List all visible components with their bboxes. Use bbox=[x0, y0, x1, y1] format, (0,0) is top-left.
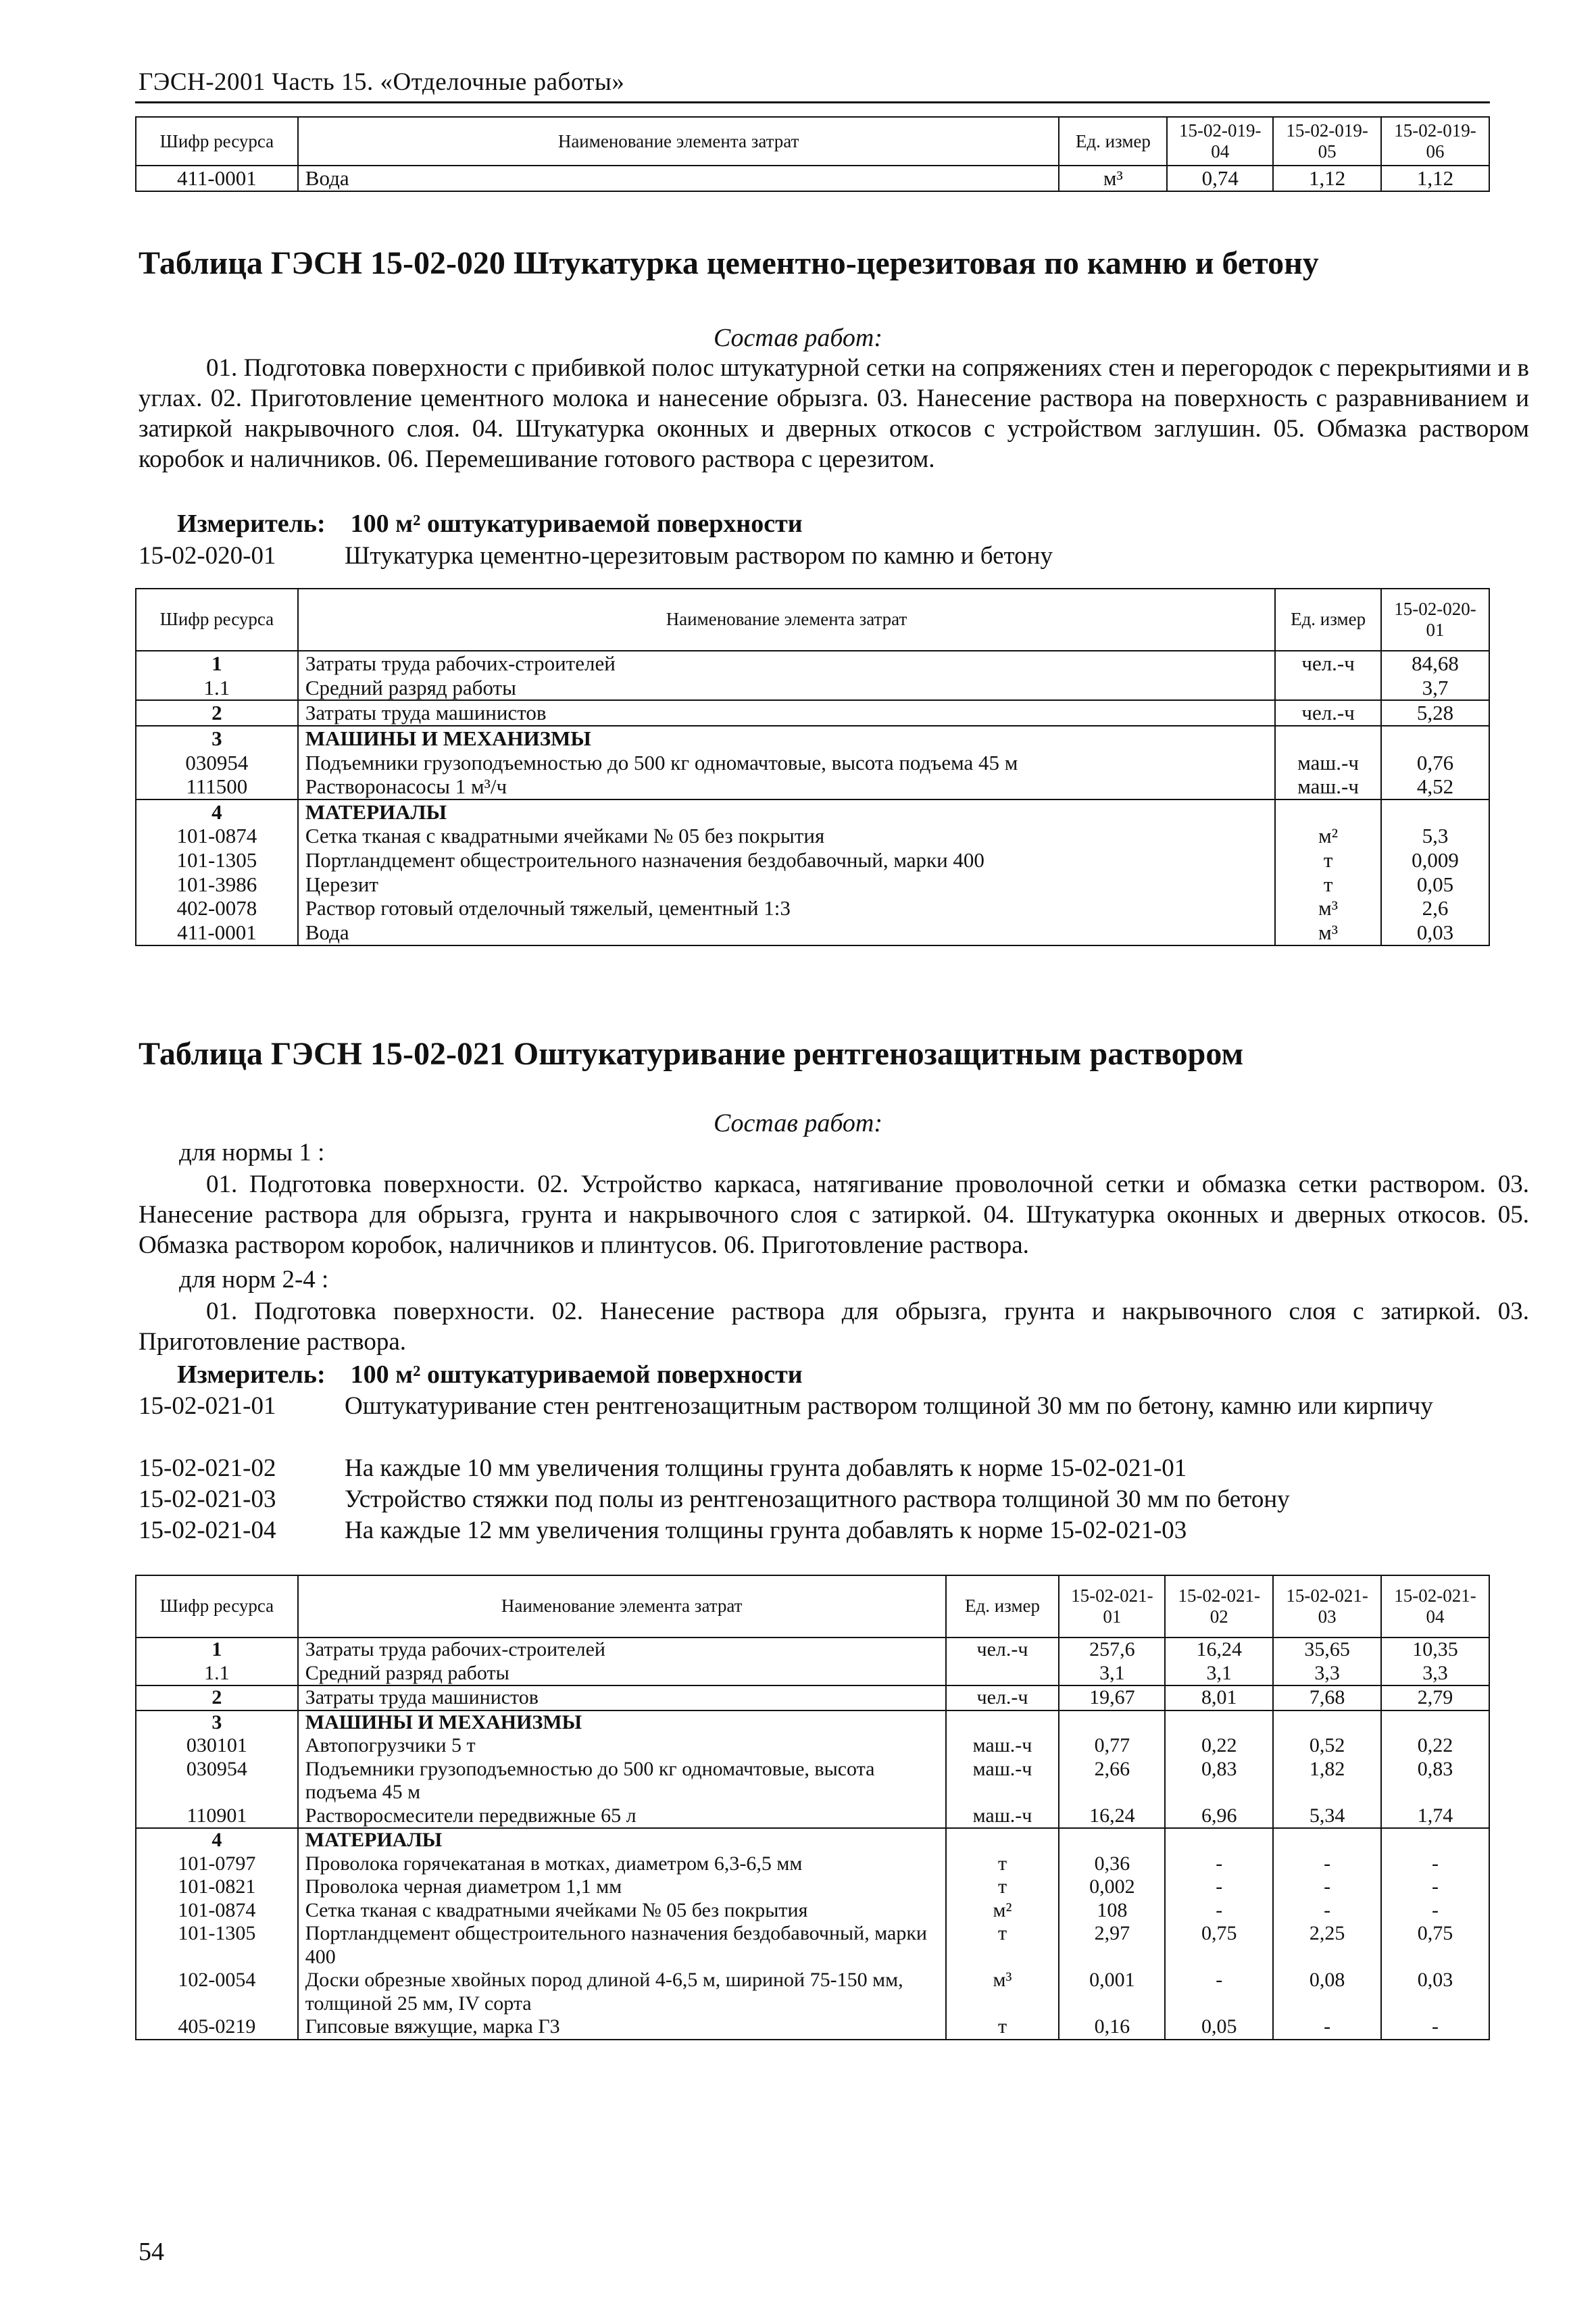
cell-value: 0,83 bbox=[1165, 1758, 1273, 1804]
cell-value: 0,03 bbox=[1381, 1969, 1489, 2015]
cell-value: 0,52 bbox=[1273, 1734, 1381, 1758]
cell-value bbox=[1273, 1710, 1381, 1735]
cell-value: 8,01 bbox=[1165, 1685, 1273, 1710]
cell-unit bbox=[1275, 676, 1381, 701]
cell-value: 2,6 bbox=[1381, 896, 1489, 920]
cell-unit bbox=[1275, 726, 1381, 751]
cell-name: Проволока горячекатаная в мотках, диаметром 6,3-6,5 мм bbox=[298, 1852, 946, 1876]
table-row bbox=[136, 774, 1489, 799]
norm-code: 15-02-021-04 bbox=[139, 1517, 276, 1544]
cell-name: Вода bbox=[298, 920, 1275, 945]
cell-name: Проволока черная диаметром 1,1 мм bbox=[298, 1875, 946, 1899]
cell-name: Сетка тканая с квадратными ячейками № 05 без покрытия bbox=[298, 824, 1275, 848]
cell-code: 1 bbox=[136, 651, 298, 676]
cell-value: 3,1 bbox=[1165, 1662, 1273, 1686]
cell-unit bbox=[946, 1710, 1059, 1735]
table-row bbox=[136, 896, 1489, 920]
cell-value: 19,67 bbox=[1059, 1685, 1165, 1710]
composition-label: Состав работ: bbox=[713, 1109, 883, 1137]
column-header-norm: 15-02-021-02 bbox=[1165, 1575, 1273, 1638]
cell-value: 2,25 bbox=[1273, 1922, 1381, 1969]
cell-unit: т bbox=[1275, 872, 1381, 897]
cell-value: - bbox=[1165, 1852, 1273, 1876]
cell-value: - bbox=[1165, 1875, 1273, 1899]
cell-code: 4 bbox=[136, 799, 298, 824]
cell-code: 2 bbox=[136, 1685, 298, 1710]
cell-value: 257,6 bbox=[1059, 1638, 1165, 1662]
running-header: ГЭСН-2001 Часть 15. «Отделочные работы» bbox=[139, 68, 625, 96]
cell-value: 4,52 bbox=[1381, 774, 1489, 799]
cell-value bbox=[1165, 1710, 1273, 1735]
table-header-row bbox=[136, 117, 1489, 166]
cell-value: 0,009 bbox=[1381, 848, 1489, 872]
column-header-name: Наименование элемента затрат bbox=[298, 117, 1059, 166]
cell-value: 2,66 bbox=[1059, 1758, 1165, 1804]
cell-value bbox=[1381, 1828, 1489, 1852]
norm-code: 15-02-021-03 bbox=[139, 1485, 276, 1513]
column-header-unit: Ед. измер bbox=[946, 1575, 1059, 1638]
for-norm-1-label: для нормы 1 : bbox=[179, 1139, 325, 1166]
cell-value: 3,3 bbox=[1273, 1662, 1381, 1686]
cell-name: Средний разряд работы bbox=[298, 1662, 946, 1686]
table-header-row bbox=[136, 589, 1489, 651]
meter-value: 100 м² оштукатуриваемой поверхности bbox=[350, 1360, 803, 1389]
cell-name: Гипсовые вяжущие, марка Г3 bbox=[298, 2015, 946, 2040]
meter-value: 100 м² оштукатуриваемой поверхности bbox=[350, 510, 803, 538]
column-header-name: Наименование элемента затрат bbox=[298, 589, 1275, 651]
cell-value: 3,3 bbox=[1381, 1662, 1489, 1686]
cell-unit: м³ bbox=[1275, 920, 1381, 945]
table-row bbox=[136, 1804, 1489, 1829]
cell-value: 10,35 bbox=[1381, 1638, 1489, 1662]
table-row-section bbox=[136, 799, 1489, 824]
meter-label: Измеритель: bbox=[177, 510, 326, 538]
meter-label: Измеритель: bbox=[177, 1360, 326, 1389]
cell-value: 0,76 bbox=[1381, 751, 1489, 775]
table-title-021: Таблица ГЭСН 15-02-021 Оштукатуривание рентгенозащитным раствором bbox=[139, 1036, 1244, 1072]
composition-text: 01. Подготовка поверхности с прибивкой полос штукатурной сетки на сопряжениях стен и перегородок с перекрытиями и в углах. 02. Приготовление цементного молока и нанесение обрызга. 03. Нанесение раствора на поверхность с разравниванием и затиркой накрывочного слоя. 04. Штукатурка оконных и дверных откосов с устройством заглушин. 05. Обмазка раствором коробок и наличников. 06. Перемешивание готового раствора с церезитом. bbox=[139, 354, 1529, 473]
table-row bbox=[136, 1662, 1489, 1686]
cell-unit: м³ bbox=[946, 1969, 1059, 2015]
table-row bbox=[136, 1875, 1489, 1899]
cell-name: Затраты труда рабочих-строителей bbox=[298, 651, 1275, 676]
table-row bbox=[136, 824, 1489, 848]
cell-value: - bbox=[1165, 1969, 1273, 2015]
cell-code: 411-0001 bbox=[136, 166, 298, 191]
cell-value: - bbox=[1381, 2015, 1489, 2040]
cell-value: 35,65 bbox=[1273, 1638, 1381, 1662]
table-row bbox=[136, 166, 1489, 191]
table-row-section bbox=[136, 1828, 1489, 1852]
norm-code: 15-02-020-01 bbox=[139, 542, 276, 570]
cell-code: 4 bbox=[136, 1828, 298, 1852]
page-number: 54 bbox=[139, 2238, 164, 2266]
table-row bbox=[136, 751, 1489, 775]
cell-name: Вода bbox=[298, 166, 1059, 191]
cell-code: 101-0874 bbox=[136, 1899, 298, 1923]
table-row bbox=[136, 1758, 1489, 1804]
column-header-norm: 15-02-021-01 bbox=[1059, 1575, 1165, 1638]
cell-value: - bbox=[1381, 1899, 1489, 1923]
cell-value: 1,12 bbox=[1381, 166, 1489, 191]
cell-unit: маш.-ч bbox=[946, 1758, 1059, 1804]
for-norms-2-4-label: для норм 2-4 : bbox=[179, 1266, 329, 1294]
cell-name: Портландцемент общестроительного назначения бездобавочный, марки 400 bbox=[298, 848, 1275, 872]
cell-value: 7,68 bbox=[1273, 1685, 1381, 1710]
cell-unit: маш.-ч bbox=[946, 1804, 1059, 1829]
table-row bbox=[136, 1638, 1489, 1662]
cell-value bbox=[1381, 799, 1489, 824]
cell-name: Автопогрузчики 5 т bbox=[298, 1734, 946, 1758]
cell-value: 0,75 bbox=[1381, 1922, 1489, 1969]
cell-code: 2 bbox=[136, 700, 298, 726]
cell-code: 101-1305 bbox=[136, 1922, 298, 1969]
table-row bbox=[136, 700, 1489, 726]
table-15-02-019-continuation bbox=[135, 116, 1490, 192]
cell-value: 3,1 bbox=[1059, 1662, 1165, 1686]
cell-unit: т bbox=[1275, 848, 1381, 872]
norm-text: На каждые 10 мм увеличения толщины грунта добавлять к норме 15-02-021-01 bbox=[345, 1454, 1187, 1482]
column-header-norm: 15-02-019-04 bbox=[1167, 117, 1273, 166]
cell-unit: т bbox=[946, 1875, 1059, 1899]
cell-code: 101-0821 bbox=[136, 1875, 298, 1899]
cell-value: 0,16 bbox=[1059, 2015, 1165, 2040]
cell-value bbox=[1381, 1710, 1489, 1735]
table-row bbox=[136, 676, 1489, 701]
cell-unit bbox=[946, 1662, 1059, 1686]
header-rule bbox=[135, 101, 1490, 103]
cell-name: Доски обрезные хвойных пород длиной 4-6,5 м, шириной 75-150 мм, толщиной 25 мм, IV сорта bbox=[298, 1969, 946, 2015]
meter-line bbox=[177, 1360, 803, 1389]
cell-value: 16,24 bbox=[1059, 1804, 1165, 1829]
cell-value: 1,82 bbox=[1273, 1758, 1381, 1804]
cell-value: 0,75 bbox=[1165, 1922, 1273, 1969]
norm-text: Штукатурка цементно-церезитовым раствором по камню и бетону bbox=[345, 542, 1053, 570]
norm-text: Оштукатуривание стен рентгенозащитным раствором толщиной 30 мм по бетону, камню или кирпичу bbox=[345, 1392, 1433, 1420]
cell-value: 2,97 bbox=[1059, 1922, 1165, 1969]
cell-unit: м² bbox=[1275, 824, 1381, 848]
cell-value: - bbox=[1381, 1852, 1489, 1876]
cell-value: 0,22 bbox=[1165, 1734, 1273, 1758]
table-row bbox=[136, 1899, 1489, 1923]
cell-value bbox=[1059, 1710, 1165, 1735]
cell-code: 102-0054 bbox=[136, 1969, 298, 2015]
cell-unit: чел.-ч bbox=[1275, 700, 1381, 726]
table-row bbox=[136, 1922, 1489, 1969]
table-body-020 bbox=[136, 651, 1489, 945]
cell-unit bbox=[1275, 799, 1381, 824]
cell-value: 1,12 bbox=[1273, 166, 1381, 191]
cell-value: 3,7 bbox=[1381, 676, 1489, 701]
table-row bbox=[136, 1734, 1489, 1758]
cell-value: 2,79 bbox=[1381, 1685, 1489, 1710]
cell-code: 3 bbox=[136, 1710, 298, 1735]
cell-name: Церезит bbox=[298, 872, 1275, 897]
cell-code: 1.1 bbox=[136, 1662, 298, 1686]
cell-code: 030954 bbox=[136, 1758, 298, 1804]
cell-value: - bbox=[1381, 1875, 1489, 1899]
cell-value: 0,77 bbox=[1059, 1734, 1165, 1758]
cell-value: - bbox=[1273, 2015, 1381, 2040]
table-header-row bbox=[136, 1575, 1489, 1638]
cell-value: 108 bbox=[1059, 1899, 1165, 1923]
cell-value: 5,3 bbox=[1381, 824, 1489, 848]
cell-code: 411-0001 bbox=[136, 920, 298, 945]
cell-unit bbox=[946, 1828, 1059, 1852]
column-header-code: Шифр ресурса bbox=[136, 589, 298, 651]
cell-value: 0,03 bbox=[1381, 920, 1489, 945]
cell-code: 030101 bbox=[136, 1734, 298, 1758]
table-15-02-021 bbox=[135, 1575, 1490, 2040]
cell-unit: т bbox=[946, 2015, 1059, 2040]
cell-unit: чел.-ч bbox=[946, 1685, 1059, 1710]
cell-code: 3 bbox=[136, 726, 298, 751]
column-header-code: Шифр ресурса bbox=[136, 117, 298, 166]
table-row bbox=[136, 872, 1489, 897]
cell-name: Затраты труда машинистов bbox=[298, 700, 1275, 726]
cell-value bbox=[1273, 1828, 1381, 1852]
composition-label: Состав работ: bbox=[713, 324, 883, 352]
cell-unit: маш.-ч bbox=[1275, 774, 1381, 799]
cell-unit: маш.-ч bbox=[1275, 751, 1381, 775]
cell-unit: т bbox=[946, 1852, 1059, 1876]
composition-text-norm-1: 01. Подготовка поверхности. 02. Устройство каркаса, натягивание проволочной сетки и обмазка сетки раствором. 03. Нанесение раствора для обрызга, грунта и накрывочного слоя с затиркой. 04. Штукатурка оконных и дверных откосов. 05. Обмазка раствором коробок, наличников и плинтусов. 06. Приготовление раствора. bbox=[139, 1171, 1529, 1259]
cell-unit: маш.-ч bbox=[946, 1734, 1059, 1758]
column-header-name: Наименование элемента затрат bbox=[298, 1575, 946, 1638]
cell-value: 0,05 bbox=[1165, 2015, 1273, 2040]
cell-unit: чел.-ч bbox=[946, 1638, 1059, 1662]
cell-section-title: МАШИНЫ И МЕХАНИЗМЫ bbox=[298, 1710, 946, 1735]
cell-value: 84,68 bbox=[1381, 651, 1489, 676]
cell-unit: т bbox=[946, 1922, 1059, 1969]
cell-value bbox=[1381, 726, 1489, 751]
table-row bbox=[136, 848, 1489, 872]
cell-name: Портландцемент общестроительного назначения бездобавочный, марки 400 bbox=[298, 1922, 946, 1969]
table-15-02-020 bbox=[135, 588, 1490, 946]
cell-code: 101-0797 bbox=[136, 1852, 298, 1876]
cell-code: 1.1 bbox=[136, 676, 298, 701]
norm-text: На каждые 12 мм увеличения толщины грунта добавлять к норме 15-02-021-03 bbox=[345, 1517, 1187, 1544]
cell-unit: м² bbox=[946, 1899, 1059, 1923]
cell-value: 6,96 bbox=[1165, 1804, 1273, 1829]
cell-value: - bbox=[1273, 1875, 1381, 1899]
column-header-norm: 15-02-021-03 bbox=[1273, 1575, 1381, 1638]
cell-value: 0,08 bbox=[1273, 1969, 1381, 2015]
cell-section-title: МАТЕРИАЛЫ bbox=[298, 799, 1275, 824]
cell-value: 5,28 bbox=[1381, 700, 1489, 726]
table-row bbox=[136, 1852, 1489, 1876]
table-row bbox=[136, 1685, 1489, 1710]
cell-value: 0,002 bbox=[1059, 1875, 1165, 1899]
cell-code: 110901 bbox=[136, 1804, 298, 1829]
table-body-021 bbox=[136, 1638, 1489, 2040]
cell-value: 0,74 bbox=[1167, 166, 1273, 191]
cell-value bbox=[1165, 1828, 1273, 1852]
composition-text-norms-2-4: 01. Подготовка поверхности. 02. Нанесение раствора для обрызга, грунта и накрывочного слоя с затиркой. 03. Приготовление раствора. bbox=[139, 1298, 1529, 1356]
cell-unit: м³ bbox=[1059, 166, 1167, 191]
meter-line bbox=[177, 509, 803, 539]
cell-value: 0,22 bbox=[1381, 1734, 1489, 1758]
column-header-norm: 15-02-021-04 bbox=[1381, 1575, 1489, 1638]
cell-code: 405-0219 bbox=[136, 2015, 298, 2040]
norm-text: Устройство стяжки под полы из рентгенозащитного раствора толщиной 30 мм по бетону bbox=[345, 1485, 1290, 1513]
cell-value: - bbox=[1273, 1899, 1381, 1923]
table-title-020: Таблица ГЭСН 15-02-020 Штукатурка цементно-церезитовая по камню и бетону bbox=[139, 245, 1319, 281]
cell-name: Затраты труда рабочих-строителей bbox=[298, 1638, 946, 1662]
cell-value bbox=[1059, 1828, 1165, 1852]
cell-name: Раствор готовый отделочный тяжелый, цементный 1:3 bbox=[298, 896, 1275, 920]
table-row bbox=[136, 2015, 1489, 2040]
cell-code: 101-3986 bbox=[136, 872, 298, 897]
cell-value: 16,24 bbox=[1165, 1638, 1273, 1662]
column-header-unit: Ед. измер bbox=[1059, 117, 1167, 166]
column-header-norm: 15-02-019-05 bbox=[1273, 117, 1381, 166]
cell-section-title: МАШИНЫ И МЕХАНИЗМЫ bbox=[298, 726, 1275, 751]
cell-value: 5,34 bbox=[1273, 1804, 1381, 1829]
column-header-norm: 15-02-020-01 bbox=[1381, 589, 1489, 651]
cell-unit: м³ bbox=[1275, 896, 1381, 920]
table-row-section bbox=[136, 1710, 1489, 1735]
cell-value: 1,74 bbox=[1381, 1804, 1489, 1829]
cell-code: 111500 bbox=[136, 774, 298, 799]
column-header-unit: Ед. измер bbox=[1275, 589, 1381, 651]
cell-value: 0,36 bbox=[1059, 1852, 1165, 1876]
cell-section-title: МАТЕРИАЛЫ bbox=[298, 1828, 946, 1852]
table-row bbox=[136, 1969, 1489, 2015]
column-header-code: Шифр ресурса bbox=[136, 1575, 298, 1638]
cell-value: - bbox=[1273, 1852, 1381, 1876]
cell-name: Подъемники грузоподъемностью до 500 кг одномачтовые, высота подъема 45 м bbox=[298, 1758, 946, 1804]
column-header-norm: 15-02-019-06 bbox=[1381, 117, 1489, 166]
cell-code: 101-1305 bbox=[136, 848, 298, 872]
cell-value: 0,83 bbox=[1381, 1758, 1489, 1804]
cell-name: Средний разряд работы bbox=[298, 676, 1275, 701]
cell-value: 0,05 bbox=[1381, 872, 1489, 897]
cell-name: Растворосмесители передвижные 65 л bbox=[298, 1804, 946, 1829]
cell-name: Подъемники грузоподъемностью до 500 кг одномачтовые, высота подъема 45 м bbox=[298, 751, 1275, 775]
cell-name: Растворонасосы 1 м³/ч bbox=[298, 774, 1275, 799]
cell-code: 1 bbox=[136, 1638, 298, 1662]
cell-value: - bbox=[1165, 1899, 1273, 1923]
cell-name: Затраты труда машинистов bbox=[298, 1685, 946, 1710]
cell-value: 0,001 bbox=[1059, 1969, 1165, 2015]
norm-code: 15-02-021-02 bbox=[139, 1454, 276, 1482]
cell-code: 101-0874 bbox=[136, 824, 298, 848]
cell-code: 402-0078 bbox=[136, 896, 298, 920]
cell-code: 030954 bbox=[136, 751, 298, 775]
norm-code: 15-02-021-01 bbox=[139, 1392, 276, 1420]
cell-name: Сетка тканая с квадратными ячейками № 05 без покрытия bbox=[298, 1899, 946, 1923]
cell-unit: чел.-ч bbox=[1275, 651, 1381, 676]
table-row bbox=[136, 651, 1489, 676]
table-row-section bbox=[136, 726, 1489, 751]
table-row bbox=[136, 920, 1489, 945]
